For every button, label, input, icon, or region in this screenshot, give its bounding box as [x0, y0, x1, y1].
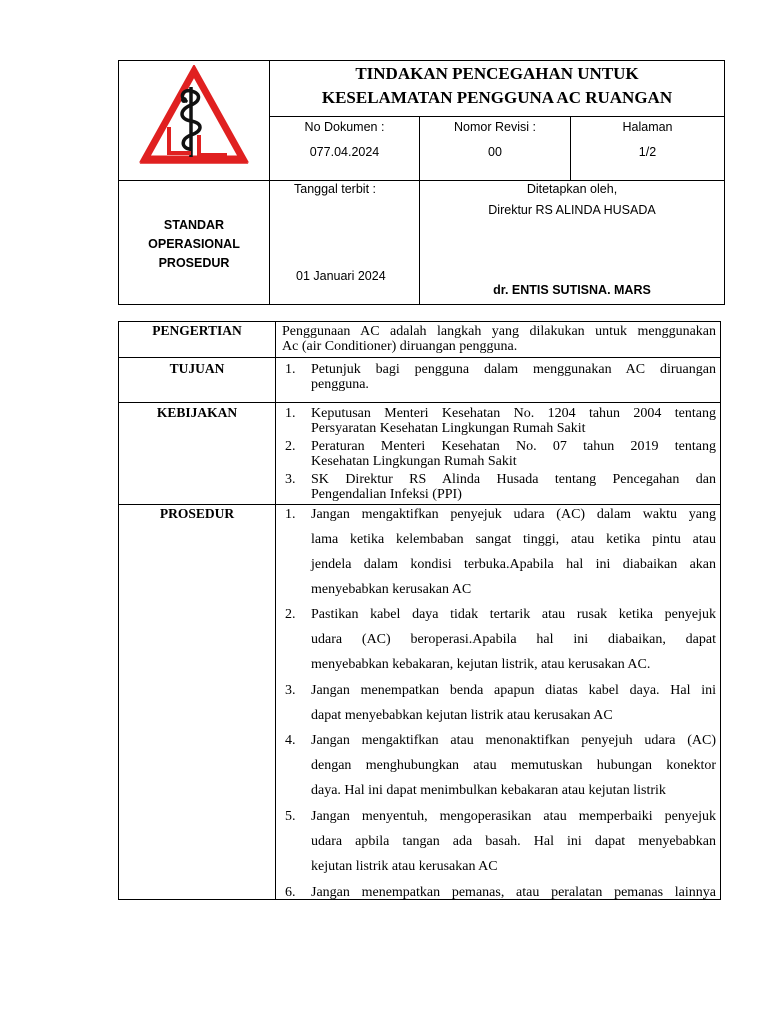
pengertian-line-2: Ac (air Conditioner) diruangan pengguna. — [282, 339, 518, 354]
list-number: 1. — [285, 406, 296, 421]
prosedur-label: PROSEDUR — [159, 506, 235, 521]
list-item-line: Jangan menempatkan benda apapun diatas kabel daya. Hal ini — [311, 683, 716, 698]
list-item-line: udara apbila tangan ada basah. Hal ini dapat menyebabkan — [311, 834, 716, 849]
director-title: Direktur RS ALINDA HUSADA — [488, 203, 656, 217]
no-dokumen-label: No Dokumen : — [304, 120, 385, 134]
list-item-line: Pengendalian Infeksi (PPI) — [311, 487, 462, 502]
kebijakan-item — [276, 472, 716, 504]
list-number: 4. — [285, 733, 296, 748]
list-item-line: pengguna. — [311, 377, 369, 392]
document-title — [270, 62, 724, 110]
list-item-line: Keputusan Menteri Kesehatan No. 1204 tahun 2004 tentang — [311, 406, 716, 421]
halaman-label: Halaman — [622, 120, 673, 134]
title-line-1: TINDAKAN PENCEGAHAN UNTUK — [355, 64, 639, 83]
list-item-line: menyebabkan kebakaran, kejutan listrik, atau kerusakan AC. — [311, 657, 651, 672]
list-item-line: Peraturan Menteri Kesehatan No. 07 tahun 2019 tentang — [311, 439, 716, 454]
list-number: 2. — [285, 607, 296, 622]
divider — [119, 402, 721, 403]
sop-line-1: STANDAR — [163, 218, 225, 232]
divider — [269, 116, 724, 117]
list-item-line: dapat menyebabkan kejutan listrik atau kerusakan AC — [311, 708, 613, 723]
signatory-name: dr. ENTIS SUTISNA. MARS — [493, 283, 651, 297]
tujuan-item — [276, 362, 716, 392]
kebijakan-item — [276, 439, 716, 471]
pengertian-text — [282, 324, 716, 354]
sop-label — [119, 216, 269, 273]
sop-body-table — [118, 321, 721, 900]
nomor-revisi-label: Nomor Revisi : — [454, 120, 536, 134]
sop-line-2: OPERASIONAL — [148, 237, 240, 251]
list-item-line: SK Direktur RS Alinda Husada tentang Pencegahan dan — [311, 472, 716, 487]
list-item-line: kejutan listrik atau kerusakan AC — [311, 859, 498, 874]
list-number: 3. — [285, 472, 296, 487]
list-item-line: Jangan menyentuh, mengoperasikan atau memperbaiki penyejuk — [311, 809, 716, 824]
pengertian-label: PENGERTIAN — [152, 323, 242, 338]
list-item-line: Kesehatan Lingkungan Rumah Sakit — [311, 454, 517, 469]
list-number: 6. — [285, 885, 296, 900]
list-number: 1. — [285, 362, 296, 377]
list-item-line: daya. Hal ini dapat menimbulkan kebakaran atau kejutan listrik — [311, 783, 666, 798]
tujuan-label: TUJUAN — [169, 361, 225, 376]
header-table — [118, 60, 725, 305]
halaman-value: 1/2 — [638, 145, 657, 159]
list-item-line: lama ketika kelembaban sangat tinggi, atau ketika pintu atau — [311, 532, 716, 547]
kebijakan-label: KEBIJAKAN — [156, 405, 238, 420]
nomor-revisi-value: 00 — [488, 145, 502, 159]
list-number: 3. — [285, 683, 296, 698]
list-number: 1. — [285, 507, 296, 522]
list-number: 2. — [285, 439, 296, 454]
divider — [119, 180, 724, 181]
list-item-line: menyebabkan kerusakan AC — [311, 582, 472, 597]
divider — [119, 357, 721, 358]
ditetapkan-label: Ditetapkan oleh, — [526, 182, 618, 196]
kebijakan-item — [276, 406, 716, 438]
list-item-line: jendela dalam kondisi terbuka.Apabila hal ini diabaikan akan — [311, 557, 716, 572]
list-item-line: Persyaratan Kesehatan Lingkungan Rumah Sakit — [311, 421, 586, 436]
list-item-line: Jangan menempatkan pemanas, atau peralatan pemanas lainnya — [311, 885, 716, 900]
list-item-line: Jangan mengaktifkan penyejuk udara (AC) dalam waktu yang — [311, 507, 716, 522]
list-number: 5. — [285, 809, 296, 824]
tanggal-terbit-value: 01 Januari 2024 — [296, 269, 386, 283]
no-dokumen-value: 077.04.2024 — [309, 145, 380, 159]
tanggal-terbit-label: Tanggal terbit : — [294, 182, 376, 196]
pengertian-line-1: Penggunaan AC adalah langkah yang dilakukan untuk menggunakan — [282, 324, 716, 339]
list-item-line: udara (AC) beroperasi.Apabila hal ini diabaikan, dapat — [311, 632, 716, 647]
list-item-line: dengan menghubungkan atau memutuskan hubungan konektor — [311, 758, 716, 773]
hospital-logo — [139, 65, 249, 165]
list-item-line: Pastikan kabel daya tidak tertarik atau rusak ketika penyejuk — [311, 607, 716, 622]
title-line-2: KESELAMATAN PENGGUNA AC RUANGAN — [321, 88, 673, 107]
list-item-line: Jangan mengaktifkan atau menonaktifkan penyejuh udara (AC) — [311, 733, 716, 748]
list-item-line: Petunjuk bagi pengguna dalam menggunakan AC diruangan — [311, 362, 716, 377]
sop-line-3: PROSEDUR — [158, 256, 230, 270]
